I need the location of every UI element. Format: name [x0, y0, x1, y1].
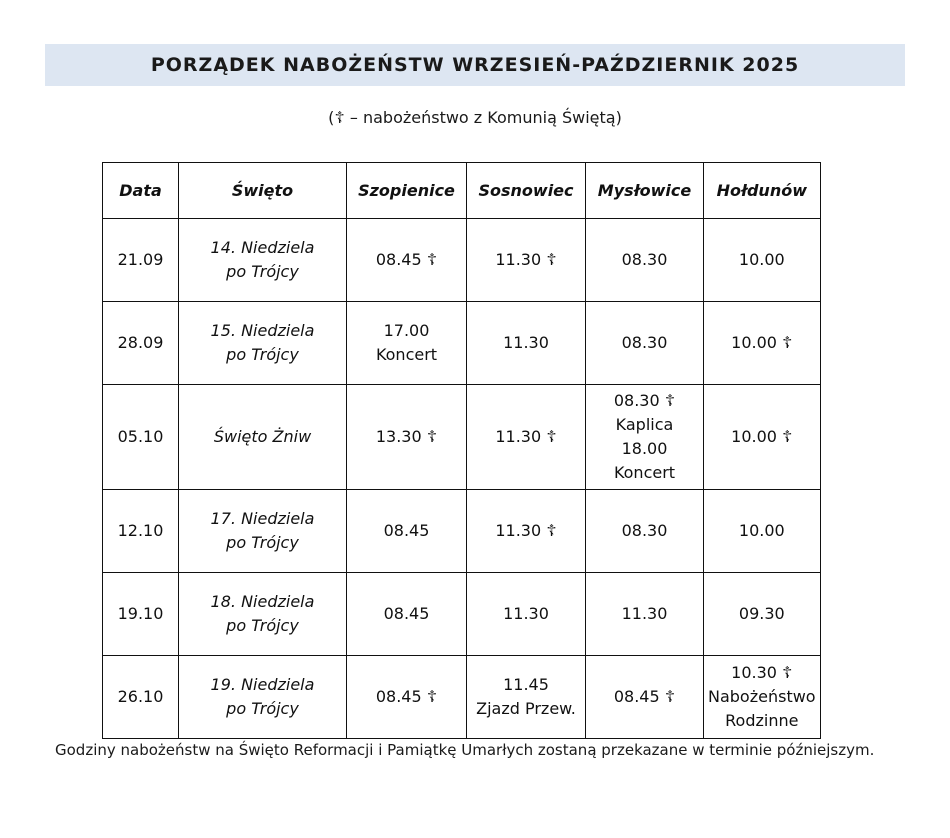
cell-szopienice-line: Koncert: [375, 345, 438, 364]
cell-szopienice: [347, 385, 467, 490]
cell-holiday-line: 17. Niedziela: [210, 509, 315, 528]
cell-myslowice-line: 08.30: [621, 333, 668, 352]
cell-sosnowiec-line: 11.45: [503, 675, 549, 694]
cell-holdunow: [704, 219, 821, 302]
footnote: Godziny nabożeństw na Święto Reformacji i Pamiątkę Umarłych zostaną przekazane w terminie późniejszym.: [55, 741, 875, 759]
cell-szopienice: [347, 573, 467, 656]
cell-myslowice-line: 08.30 ☦: [613, 391, 676, 410]
cell-holiday: [179, 385, 347, 490]
table-row: [103, 573, 821, 656]
cell-holiday-line: po Trójcy: [226, 616, 299, 635]
cell-szopienice-line: 13.30 ☦: [375, 427, 438, 446]
cell-myslowice-line: 08.30: [621, 250, 668, 269]
title-banner: [45, 44, 905, 86]
cell-holdunow-line: 10.00: [738, 250, 785, 269]
cell-holiday-line: 19. Niedziela: [210, 675, 315, 694]
cell-szopienice: [347, 219, 467, 302]
cell-holdunow: [704, 302, 821, 385]
cell-myslowice-line: 08.30: [621, 521, 668, 540]
cell-myslowice: [586, 573, 704, 656]
cell-holiday-line: 14. Niedziela: [210, 238, 315, 257]
cell-sosnowiec: [467, 656, 586, 739]
cell-szopienice-line: 08.45: [383, 521, 430, 540]
cell-date: 21.09: [103, 219, 179, 302]
cell-holiday-line: po Trójcy: [226, 533, 299, 552]
cell-holiday: [179, 573, 347, 656]
cell-myslowice: [586, 490, 704, 573]
cell-holiday: [179, 656, 347, 739]
header-myslowice: Mysłowice: [586, 163, 704, 219]
schedule-table: [102, 162, 821, 739]
cell-sosnowiec-line: 11.30 ☦: [495, 427, 557, 446]
table-row: [103, 490, 821, 573]
table-header-row: [103, 163, 821, 219]
cell-sosnowiec-line: Zjazd Przew.: [476, 699, 576, 718]
header-szopienice: Szopienice: [347, 163, 467, 219]
cell-date: 28.09: [103, 302, 179, 385]
cell-holdunow-line: 10.00 ☦: [731, 333, 793, 352]
cell-date: 19.10: [103, 573, 179, 656]
cell-holiday-line: 18. Niedziela: [210, 592, 315, 611]
cell-holiday-line: po Trójcy: [226, 345, 299, 364]
legend-note: (☦ – nabożeństwo z Komunią Świętą): [328, 108, 622, 127]
cell-szopienice-line: 17.00: [383, 321, 430, 340]
cell-sosnowiec: [467, 219, 586, 302]
cell-szopienice: [347, 490, 467, 573]
header-date: Data: [103, 163, 179, 219]
cell-holiday-line: Święto Żniw: [213, 427, 312, 446]
table-row: [103, 385, 821, 490]
cell-szopienice-line: 08.45 ☦: [375, 250, 438, 269]
cell-holdunow: [704, 656, 821, 739]
cell-myslowice-line: Kaplica: [615, 415, 674, 434]
cell-szopienice: [347, 302, 467, 385]
cell-holdunow-line: Nabożeństwo: [708, 687, 816, 706]
cell-sosnowiec: [467, 302, 586, 385]
cell-holiday: [179, 490, 347, 573]
header-holdunow: Hołdunów: [704, 163, 821, 219]
cell-holiday-line: po Trójcy: [226, 699, 299, 718]
cell-holiday: [179, 219, 347, 302]
cell-holdunow-line: 10.30 ☦: [731, 663, 793, 682]
cell-myslowice-line: 11.30: [621, 604, 668, 623]
table-row: [103, 656, 821, 739]
cell-sosnowiec-line: 11.30 ☦: [495, 250, 557, 269]
cell-sosnowiec-line: 11.30 ☦: [495, 521, 557, 540]
cell-sosnowiec: [467, 490, 586, 573]
page-title: PORZĄDEK NABOŻEŃSTW WRZESIEŃ-PAŹDZIERNIK 2025: [150, 54, 800, 76]
header-holiday: Święto: [179, 163, 347, 219]
cell-date: 12.10: [103, 490, 179, 573]
cell-sosnowiec: [467, 385, 586, 490]
cell-holiday-line: po Trójcy: [226, 262, 299, 281]
table-row: [103, 302, 821, 385]
cell-myslowice: [586, 219, 704, 302]
cell-holiday-line: 15. Niedziela: [210, 321, 315, 340]
cell-myslowice-line: 18.00: [621, 439, 668, 458]
cell-szopienice-line: 08.45: [383, 604, 430, 623]
cell-sosnowiec-line: 11.30: [503, 604, 549, 623]
cell-date: 26.10: [103, 656, 179, 739]
cell-holdunow: [704, 573, 821, 656]
cell-szopienice-line: 08.45 ☦: [375, 687, 438, 706]
cell-holdunow: [704, 490, 821, 573]
cell-holdunow-line: 10.00: [738, 521, 785, 540]
cell-holdunow-line: Rodzinne: [725, 711, 799, 730]
cell-myslowice: [586, 656, 704, 739]
cell-myslowice-line: Koncert: [613, 463, 676, 482]
cell-date: 05.10: [103, 385, 179, 490]
cell-myslowice: [586, 302, 704, 385]
cell-holdunow-line: 09.30: [738, 604, 785, 623]
header-sosnowiec: Sosnowiec: [467, 163, 586, 219]
table-row: [103, 219, 821, 302]
cell-sosnowiec-line: 11.30: [503, 333, 549, 352]
cell-myslowice-line: 08.45 ☦: [613, 687, 676, 706]
cell-holiday: [179, 302, 347, 385]
cell-szopienice: [347, 656, 467, 739]
cell-myslowice: [586, 385, 704, 490]
cell-holdunow: [704, 385, 821, 490]
cell-sosnowiec: [467, 573, 586, 656]
cell-holdunow-line: 10.00 ☦: [731, 427, 793, 446]
